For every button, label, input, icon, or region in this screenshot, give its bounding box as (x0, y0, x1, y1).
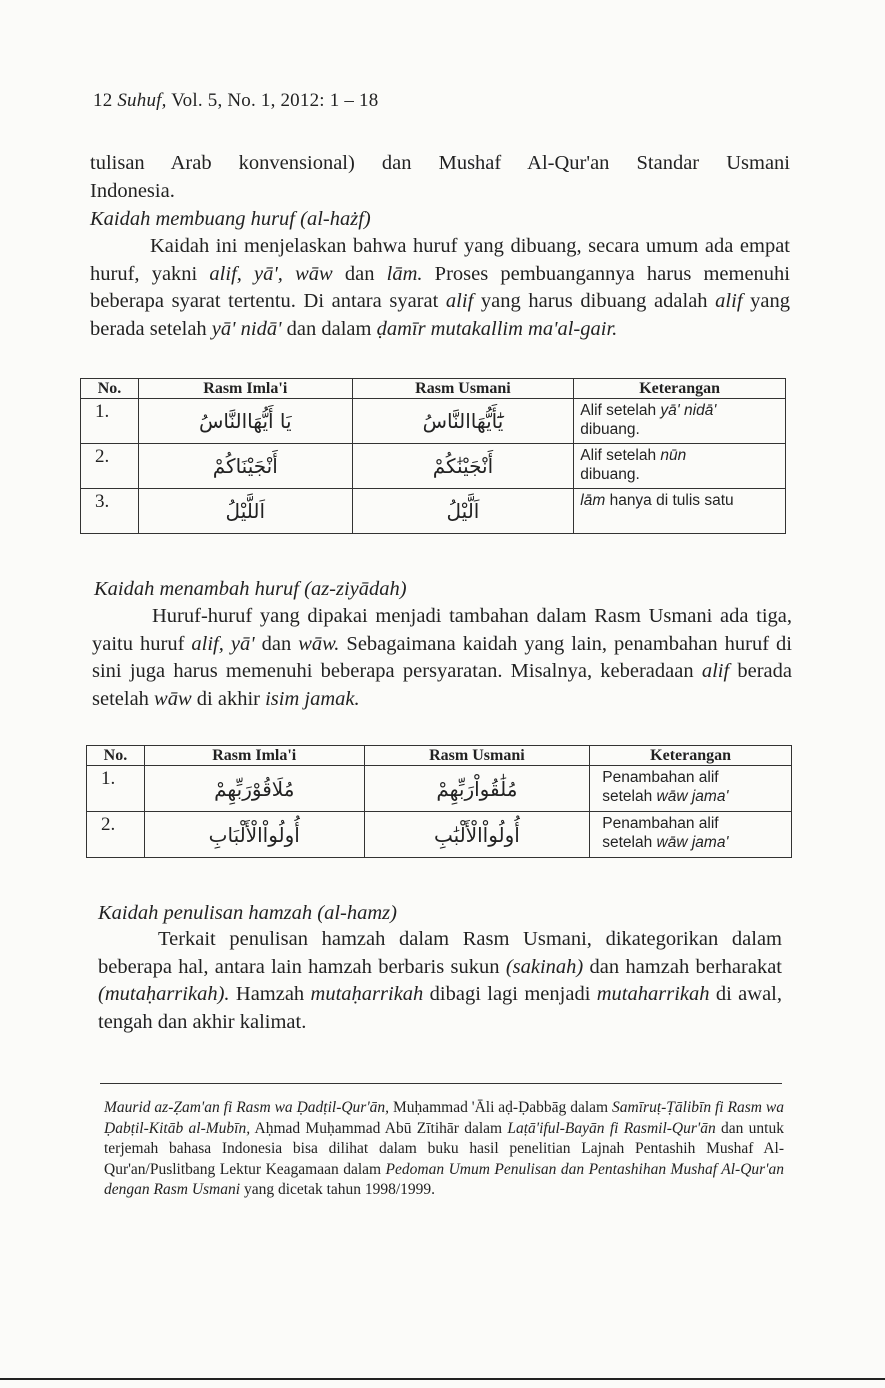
footnote-divider (100, 1083, 782, 1084)
text-line: tulisan Arab konvensional) dan Mushaf Al-Qur'an Standar Usmani (90, 152, 790, 174)
paragraph-ziyadah: Huruf-huruf yang dipakai menjadi tambahan dalam Rasm Usmani ada tiga, yaitu huruf alif, yā' dan wāw. Sebagaimana kaidah yang lain, penambahan huruf di sini juga harus memenuhi beberapa persyaratan. Misalnya, keberadaan alif berada setelah wāw di akhir isim jamak. (92, 605, 793, 710)
table-header-row (81, 379, 786, 399)
col-no: No. (81, 379, 139, 399)
table-row: 3. اَللَّيْلُ اَلَّيْلُ lām hanya di tulis satu (81, 489, 786, 534)
paragraph-continuation (90, 150, 790, 205)
journal-issue: Vol. 5, No. 1, 2012: 1 – 18 (171, 90, 379, 111)
col-usmani: Rasm Usmani (352, 379, 574, 399)
col-keterangan: Keterangan (574, 379, 786, 399)
paragraph-hazf: Kaidah ini menjelaskan bahwa huruf yang dibuang, secara umum ada empat huruf, yakni alif, yā', wāw dan lām. Proses pembuangannya harus memenuhi beberapa syarat tertentu. Di antara syarat alif yang harus dibuang adalah alif yang berada setelah yā' nidā' dan dalam ḍamīr mutakallim ma'al-gair. (90, 235, 791, 340)
table-header-row (87, 746, 792, 766)
col-usmani: Rasm Usmani (364, 746, 590, 766)
col-keterangan: Keterangan (590, 746, 792, 766)
col-no: No. (87, 746, 145, 766)
running-header (93, 90, 378, 112)
paragraph-hamz: Terkait penulisan hamzah dalam Rasm Usmani, dikategorikan dalam beberapa hal, antara lain hamzah berbaris sukun (sakinah) dan hamzah berharakat (mutaḥarrikah). Hamzah mutaḥarrikah dibagi lagi menjadi mutaharrikah di awal, tengah dan akhir kalimat. (98, 928, 782, 1033)
table-row: 1. مُلَاقُوْرَبِّهِمْ مُلَٰقُواْرَبِّهِمْ Penambahan alif setelah wāw jama' (87, 766, 792, 812)
journal-name: Suhuf, (117, 90, 167, 111)
footnote: Maurid az-Ẓam'an fi Rasm wa Ḍadṭil-Qur'ān, Muḥammad 'Āli aḍ-Ḍabbāg dalam Samīruṭ-Ṭālibīn fi Rasm wa Ḍabṭil-Kitāb al-Mubīn, Aḥmad Muḥammad Abū Zītihār dalam Laṭā'iful-Bayān fi Rasmil-Qur'ān dan untuk terjemah bahasa Indonesia bisa dilihat dalam buku hasil penelitian Lajnah Pentashih Mushaf Al-Qur'an/Puslitbang Lektur Keagamaan dalam Pedoman Umum Penulisan dan Pentashihan Mushaf Al-Qur'an dengan Rasm Usmani yang dicetak tahun 1998/1999. (104, 1099, 784, 1198)
table-hazf (80, 378, 786, 534)
page-number: 12 (93, 90, 113, 111)
table-row: 2. أُولُواْالْأَلْبَابِ أُولُواْالْأَلْبَٰبِ Penambahan alif setelah wāw jama' (87, 812, 792, 858)
table-row: 2. أَنْجَيْنَاكُمْ أَنْجَيْنَٰكُمْ Alif setelah nūn dibuang. (81, 444, 786, 489)
table-row: 1. يَا أَيُّهَاالنَّاسُ يَٰٓأَيُّهَاالنَّاسُ Alif setelah yā' nidā' dibuang. (81, 399, 786, 444)
section-heading-ziyadah: Kaidah menambah huruf (az-ziyādah) (94, 578, 407, 600)
section-heading-hamz: Kaidah penulisan hamzah (al-hamz) (98, 902, 397, 924)
section-heading-hazf: Kaidah membuang huruf (al-hażf) (90, 208, 371, 230)
text-line: Indonesia. (90, 179, 175, 202)
col-imlai: Rasm Imla'i (144, 746, 364, 766)
page-bottom-edge (0, 1378, 885, 1380)
col-imlai: Rasm Imla'i (138, 379, 352, 399)
table-ziyadah (86, 745, 792, 858)
